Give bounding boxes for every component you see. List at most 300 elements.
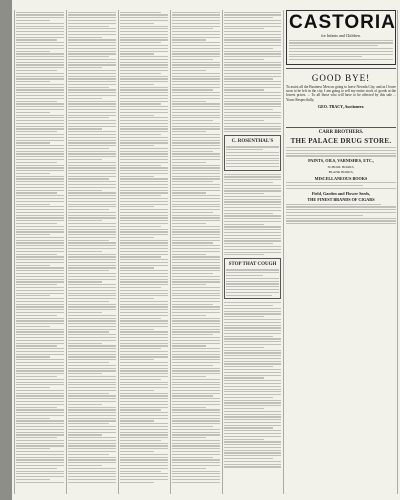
text-line: [224, 67, 281, 68]
text-line: [120, 195, 161, 196]
text-line: [68, 471, 116, 472]
text-line: [16, 39, 57, 40]
text-line: [120, 304, 168, 305]
text-line: [172, 359, 220, 360]
text-line: [68, 81, 116, 82]
text-line: [172, 276, 220, 277]
text-line: [224, 355, 281, 356]
text-line: [68, 482, 116, 483]
text-line: [120, 64, 168, 65]
text-line: [224, 81, 281, 82]
text-line: [224, 126, 281, 127]
text-line: [224, 405, 281, 406]
text-line: [224, 12, 281, 13]
text-line: [16, 87, 64, 88]
text-line: [68, 206, 116, 207]
text-line: [224, 358, 281, 359]
text-line: [286, 188, 396, 189]
text-line: [68, 42, 116, 43]
text-line: [224, 466, 281, 467]
text-line: [172, 287, 220, 288]
text-line: [172, 448, 220, 449]
text-line: [120, 329, 154, 330]
text-line: [68, 412, 116, 413]
text-line: [68, 267, 116, 268]
text-line: [120, 134, 161, 135]
text-line: [224, 369, 281, 370]
text-line: [172, 387, 220, 388]
text-line: [16, 356, 50, 357]
text-line: [16, 309, 64, 310]
text-line: [120, 379, 161, 380]
text-line: [68, 204, 116, 205]
text-line: [120, 284, 168, 285]
text-line: [120, 387, 168, 388]
text-line: [16, 432, 64, 433]
text-line: [172, 345, 206, 346]
text-line: [68, 192, 116, 193]
text-line: [68, 329, 116, 330]
text-line: [120, 117, 168, 118]
text-line: [172, 256, 220, 257]
text-line: [172, 48, 220, 49]
text-line: [224, 302, 281, 303]
text-line: [16, 162, 57, 163]
text-line: [172, 39, 206, 40]
text-line: [172, 226, 220, 227]
text-line: [224, 313, 281, 314]
text-line: [172, 229, 220, 230]
text-line: [224, 430, 281, 431]
text-line: [16, 320, 64, 321]
text-line: [16, 170, 64, 171]
text-line: [172, 206, 220, 207]
text-line: [172, 162, 206, 163]
text-line: [68, 473, 116, 474]
text-line: [172, 81, 220, 82]
text-line: [120, 259, 168, 260]
text-line: [224, 452, 281, 453]
text-line: [172, 281, 220, 282]
text-line: [68, 251, 102, 252]
rosenthal-ad: [224, 135, 281, 170]
text-line: [172, 176, 220, 177]
text-line: [16, 379, 64, 380]
text-line: [224, 26, 281, 27]
text-line: [68, 17, 116, 18]
text-line: [120, 151, 168, 152]
text-line: [224, 226, 281, 227]
text-line: [224, 210, 281, 211]
text-line: [226, 163, 279, 164]
text-line: [68, 276, 116, 277]
text-line: [68, 51, 116, 52]
text-line: [120, 14, 168, 15]
text-line: [120, 231, 168, 232]
text-line: [120, 306, 168, 307]
text-line: [224, 176, 281, 177]
text-line: [68, 167, 116, 168]
text-line: [172, 12, 220, 13]
text-line: [16, 473, 64, 474]
text-line: [172, 290, 220, 291]
text-line: [226, 269, 279, 270]
text-line: [172, 306, 220, 307]
text-line: [226, 292, 279, 293]
text-line: [172, 62, 220, 63]
cigars-line: THE FINEST BRANDS OF CIGARS: [307, 197, 375, 203]
text-line: [16, 215, 64, 216]
text-line: [16, 323, 64, 324]
castoria-subtitle: for Infants and Children.: [321, 33, 361, 38]
text-line: [172, 28, 213, 29]
column-rule: [66, 10, 67, 494]
good-bye-title: GOOD BYE!: [311, 72, 371, 83]
text-line: [172, 445, 220, 446]
text-line: [120, 462, 168, 463]
text-line: [172, 343, 220, 344]
text-line: [120, 362, 168, 363]
text-line: [16, 334, 64, 335]
text-line: [172, 293, 220, 294]
text-line: [68, 248, 116, 249]
text-line: [68, 423, 109, 424]
text-line: [68, 209, 109, 210]
text-line: [224, 350, 281, 351]
text-line: [68, 387, 116, 388]
school-books-line: SCHOOL BOOKS,: [327, 164, 355, 169]
text-line: [172, 89, 213, 90]
text-line: [120, 137, 168, 138]
text-line: [68, 468, 116, 469]
text-line: [120, 37, 168, 38]
text-line: [120, 45, 168, 46]
text-line: [16, 301, 64, 302]
text-line: [224, 174, 281, 175]
text-line: [172, 95, 220, 96]
text-line: [120, 190, 168, 191]
text-line: [224, 115, 281, 116]
text-line: [172, 459, 220, 460]
text-line: [172, 78, 220, 79]
text-line: [68, 140, 116, 141]
text-line: [16, 187, 64, 188]
text-line: [68, 290, 116, 291]
text-line: [16, 395, 64, 396]
text-line: [286, 206, 396, 207]
text-line: [172, 437, 206, 438]
cough-heading: STOP THAT COUGH: [228, 262, 277, 268]
text-line: [68, 287, 116, 288]
text-line: [172, 382, 220, 383]
text-line: [16, 70, 57, 71]
text-line: [16, 329, 64, 330]
text-line: [120, 192, 168, 193]
text-line: [224, 221, 281, 222]
text-line: [68, 426, 116, 427]
text-line: [120, 34, 168, 35]
text-line: [224, 37, 281, 38]
rosenthal-heading: C. ROSENTHAL'S: [231, 139, 274, 145]
text-line: [289, 42, 393, 43]
text-line: [68, 112, 116, 113]
text-line: [172, 398, 220, 399]
text-line: [120, 376, 168, 377]
text-line: [226, 158, 279, 159]
text-line: [172, 482, 220, 483]
text-line: [68, 173, 116, 174]
text-line: [172, 351, 220, 352]
text-line: [16, 103, 64, 104]
text-line: [68, 34, 116, 35]
text-line: [120, 84, 154, 85]
text-line: [16, 181, 64, 182]
text-line: [226, 146, 279, 147]
text-line: [172, 337, 220, 338]
text-line: [120, 217, 168, 218]
text-line: [16, 229, 64, 230]
text-line: [172, 242, 213, 243]
text-line: [120, 20, 168, 21]
text-line: [172, 390, 220, 391]
text-line: [68, 84, 116, 85]
palace-drug-store-heading: THE PALACE DRUG STORE.: [290, 137, 392, 146]
text-line: [68, 348, 116, 349]
text-line: [68, 315, 116, 316]
text-line: [172, 195, 220, 196]
text-line: [68, 445, 116, 446]
column-rule: [222, 10, 223, 494]
text-line: [16, 384, 64, 385]
text-line: [68, 395, 116, 396]
text-line: [68, 187, 116, 188]
text-line: [68, 301, 109, 302]
text-line: [68, 306, 116, 307]
text-line: [172, 109, 220, 110]
text-line: [120, 206, 154, 207]
text-line: [224, 70, 281, 71]
text-line: [120, 457, 168, 458]
text-line: [16, 429, 64, 430]
text-line: [16, 254, 57, 255]
text-line: [16, 153, 64, 154]
text-line: [16, 370, 64, 371]
text-line: [224, 232, 281, 233]
text-line: [68, 123, 116, 124]
text-line: [16, 128, 64, 129]
text-line: [16, 376, 57, 377]
text-line: [68, 432, 116, 433]
text-line: [120, 59, 168, 60]
text-line: [16, 284, 57, 285]
text-line: [120, 73, 161, 74]
text-line: [120, 178, 168, 179]
text-line: [172, 348, 220, 349]
text-line: [120, 42, 161, 43]
text-line: [226, 286, 279, 287]
text-line: [16, 245, 64, 246]
text-line: [224, 34, 281, 35]
text-line: [172, 340, 220, 341]
text-line: [68, 331, 109, 332]
text-line: [172, 473, 220, 474]
text-line: [120, 204, 168, 205]
text-line: [16, 178, 64, 179]
text-line: [172, 237, 220, 238]
text-line: [224, 179, 281, 180]
text-line: [68, 14, 116, 15]
text-line: [16, 62, 64, 63]
text-line: [16, 343, 64, 344]
text-line: [172, 267, 220, 268]
text-line: [16, 59, 64, 60]
text-line: [16, 37, 64, 38]
text-line: [120, 287, 161, 288]
text-line: [68, 345, 116, 346]
text-line: [120, 270, 168, 271]
text-line: [120, 382, 168, 383]
text-line: [16, 31, 64, 32]
text-line: [68, 220, 102, 221]
text-line: [68, 262, 116, 263]
text-line: [120, 123, 168, 124]
text-line: [224, 391, 281, 392]
text-line: [224, 425, 281, 426]
text-line: [16, 348, 64, 349]
text-line: [224, 380, 281, 381]
text-line: [16, 267, 64, 268]
text-line: [172, 259, 220, 260]
text-line: [68, 64, 116, 65]
text-line: [120, 420, 154, 421]
text-line: [16, 226, 64, 227]
text-line: [68, 365, 116, 366]
text-line: [68, 190, 102, 191]
text-line: [120, 395, 168, 396]
text-line: [172, 409, 220, 410]
text-line: [68, 162, 116, 163]
text-line: [16, 115, 64, 116]
text-line: [172, 279, 220, 280]
text-line: [120, 109, 168, 110]
text-line: [68, 320, 116, 321]
text-line: [120, 429, 168, 430]
text-line: [224, 366, 273, 367]
text-line: [224, 427, 273, 428]
text-line: [224, 73, 281, 74]
text-line: [16, 34, 64, 35]
text-line: [120, 245, 168, 246]
text-line: [16, 165, 64, 166]
text-line: [226, 272, 279, 273]
text-line: [172, 270, 220, 271]
text-line: [120, 401, 168, 402]
text-line: [120, 106, 168, 107]
text-line: [120, 248, 168, 249]
text-line: [120, 409, 161, 410]
text-line: [68, 376, 116, 377]
text-line: [172, 117, 220, 118]
text-line: [120, 348, 161, 349]
text-line: [226, 275, 263, 276]
text-line: [224, 372, 281, 373]
text-line: [224, 305, 273, 306]
text-line: [224, 347, 264, 348]
text-line: [224, 39, 281, 40]
text-line: [120, 318, 161, 319]
text-line: [68, 418, 116, 419]
text-line: [120, 140, 168, 141]
text-line: [68, 356, 116, 357]
text-line: [16, 345, 57, 346]
text-line: [172, 312, 220, 313]
text-line: [172, 376, 206, 377]
text-line: [120, 354, 168, 355]
text-line: [120, 184, 168, 185]
text-line: [172, 101, 206, 102]
text-line: [224, 243, 273, 244]
text-line: [68, 181, 116, 182]
text-line: [172, 223, 206, 224]
text-line: [172, 98, 220, 99]
text-line: [172, 187, 220, 188]
text-line: [68, 217, 116, 218]
text-line: [68, 142, 116, 143]
column-rule: [170, 10, 171, 494]
text-line: [224, 363, 281, 364]
text-line: [172, 192, 206, 193]
text-line: [68, 73, 116, 74]
text-line: [16, 67, 64, 68]
seeds-line: Field, Garden and Flower Seeds,: [311, 190, 371, 196]
blank-books-line: BLANK BOOKS,: [328, 170, 354, 175]
text-line: [68, 373, 102, 374]
text-line: [120, 370, 168, 371]
text-line: [226, 166, 279, 167]
text-line: [120, 482, 154, 483]
text-line: [224, 106, 281, 107]
text-line: [224, 322, 281, 323]
text-line: [224, 316, 264, 317]
text-line: [16, 457, 64, 458]
text-line: [224, 311, 281, 312]
text-line: [172, 64, 220, 65]
text-line: [172, 37, 220, 38]
text-line: [16, 482, 64, 483]
text-line: [120, 159, 168, 160]
text-line: [68, 87, 109, 88]
text-line: [68, 165, 116, 166]
text-line: [120, 298, 154, 299]
text-line: [16, 195, 64, 196]
text-line: [172, 429, 220, 430]
text-line: [16, 270, 64, 271]
text-line: [120, 126, 168, 127]
text-line: [68, 312, 102, 313]
blank-space: [286, 111, 396, 125]
text-line: [16, 142, 50, 143]
text-line: [224, 464, 281, 465]
text-line: [120, 51, 168, 52]
text-line: [289, 51, 393, 52]
text-line: [16, 418, 50, 419]
text-line: [172, 112, 220, 113]
text-line: [172, 465, 220, 466]
text-line: [224, 103, 281, 104]
text-line: [68, 351, 116, 352]
text-line: [16, 173, 50, 174]
text-line: [68, 457, 116, 458]
